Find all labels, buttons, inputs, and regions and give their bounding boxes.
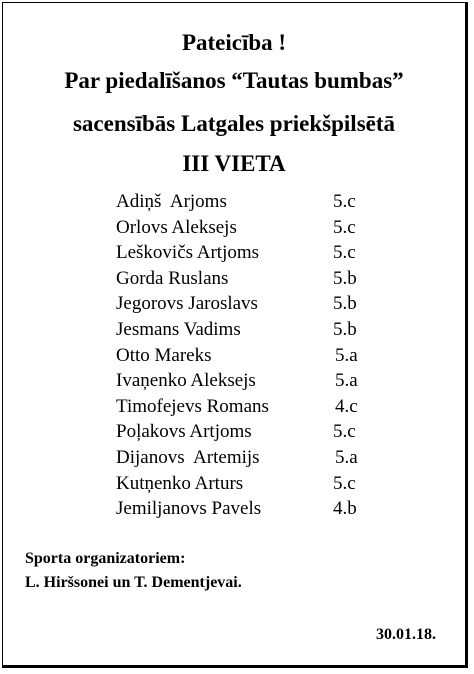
- player-class: 5.b: [333, 293, 357, 315]
- roster-row: [116, 343, 396, 369]
- player-name: Dijanovs Artemijs: [116, 446, 260, 468]
- player-name: Poļakovs Artjoms: [116, 421, 252, 443]
- player-name: Gorda Ruslans: [116, 267, 229, 289]
- player-class: 5.c: [333, 421, 356, 443]
- player-class: 5.a: [335, 344, 358, 366]
- certificate-page: [2, 2, 468, 668]
- player-class: 4.c: [335, 395, 358, 417]
- player-name: Jesmans Vadims: [116, 318, 241, 340]
- player-name: Leškovičs Artjoms: [116, 242, 260, 264]
- player-name: Jemiljanovs Pavels: [116, 498, 262, 520]
- player-class: 5.c: [333, 191, 356, 212]
- player-name: Kutņenko Arturs: [116, 472, 244, 494]
- roster-row: [116, 496, 396, 522]
- player-class: 5.a: [335, 370, 358, 392]
- player-class: 5.c: [333, 472, 356, 494]
- roster-row: [116, 471, 396, 497]
- roster-row: [116, 419, 396, 445]
- player-name: Ivaņenko Aleksejs: [116, 370, 256, 392]
- player-class: 5.c: [333, 216, 356, 238]
- player-class: 5.b: [333, 318, 357, 340]
- roster-row: [116, 215, 396, 241]
- roster-row: [116, 240, 396, 266]
- title-competition: sacensībās Latgales priekšpilsētā: [72, 111, 396, 136]
- title-place: III VIETA: [182, 151, 286, 176]
- roster-row: [116, 189, 396, 215]
- organizers-heading: Sporta organizatoriem:: [25, 550, 186, 567]
- roster-row: [116, 394, 396, 420]
- roster-row: [116, 445, 396, 471]
- player-class: 5.a: [335, 446, 358, 468]
- roster-row: [116, 317, 396, 343]
- player-name: Orlovs Aleksejs: [116, 216, 237, 238]
- roster-row: [116, 266, 396, 292]
- player-class: 4.b: [333, 498, 357, 520]
- organizers-names: L. Hiršsonei un T. Dementjevai.: [25, 574, 242, 591]
- title-participation: Par piedalīšanos “Tautas bumbas”: [64, 68, 404, 93]
- title-thanks: Pateicība !: [181, 30, 287, 55]
- roster-row: [116, 291, 396, 317]
- certificate-date: 30.01.18.: [376, 626, 436, 643]
- player-name: Otto Mareks: [116, 344, 212, 366]
- player-name: Timofejevs Romans: [116, 395, 269, 417]
- player-class: 5.c: [333, 242, 356, 264]
- team-roster: [116, 189, 396, 522]
- player-name: Adiņš Arjoms: [116, 191, 227, 212]
- player-name: Jegorovs Jaroslavs: [116, 293, 258, 315]
- player-class: 5.b: [333, 267, 357, 289]
- roster-row: [116, 368, 396, 394]
